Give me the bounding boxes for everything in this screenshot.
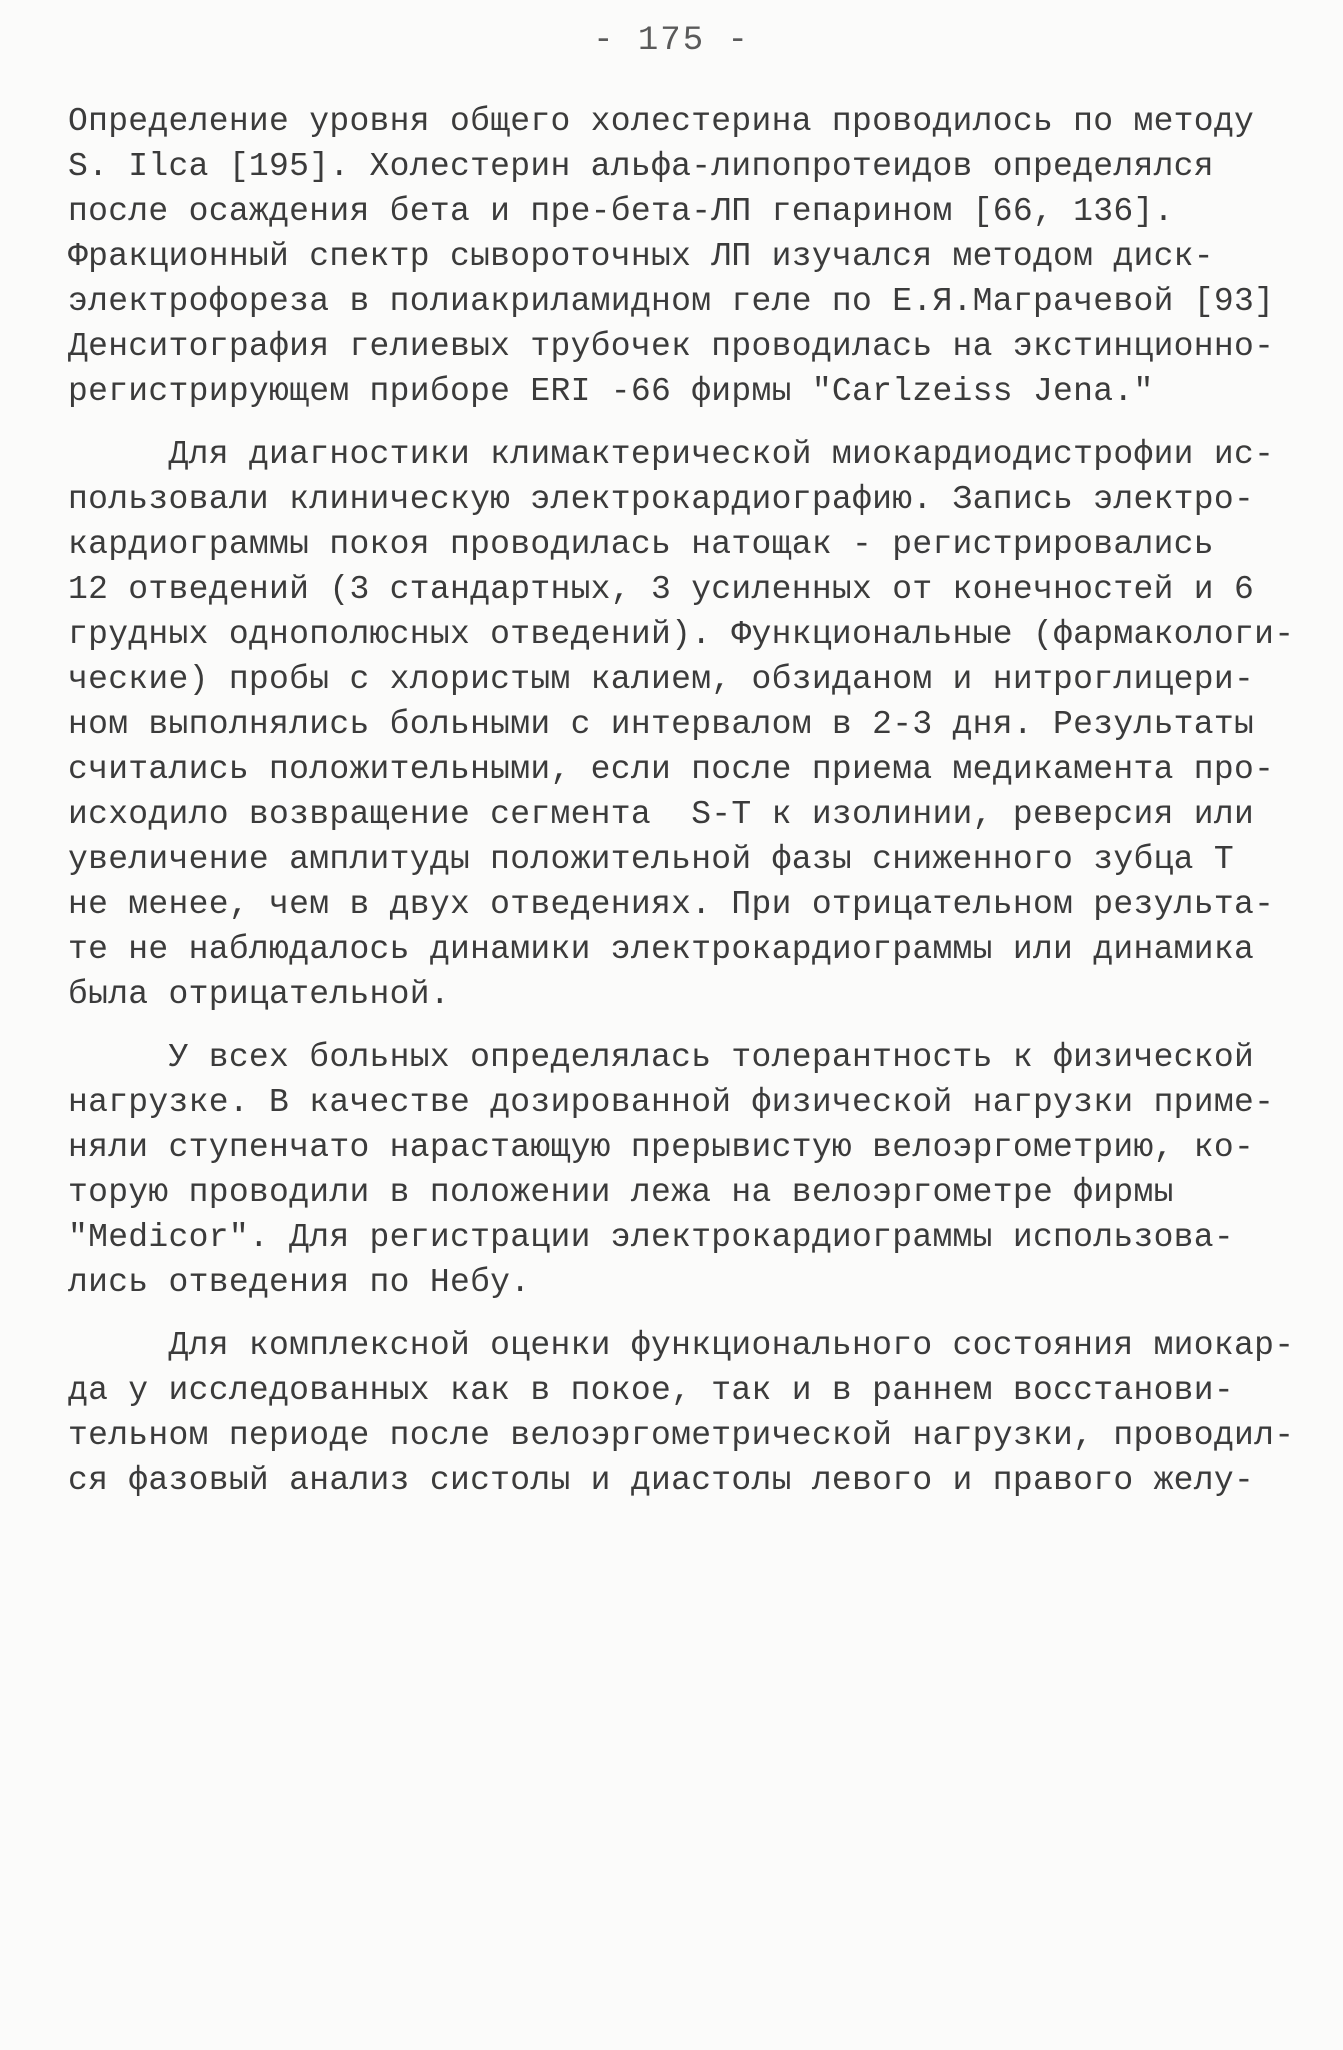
text-line: ном выполнялись больными с интервалом в 2-3 дня. Результаты bbox=[68, 706, 1255, 743]
text-line: те не наблюдалось динамики электрокардиограммы или динамика bbox=[68, 931, 1255, 968]
page-number: - 175 - bbox=[593, 22, 750, 60]
text-line: после осаждения бета и пре-бета-ЛП гепарином [66, 136]. bbox=[68, 193, 1174, 230]
text-line: нагрузке. В качестве дозированной физической нагрузки приме- bbox=[68, 1084, 1275, 1121]
paragraph-first-line: У всех больных определялась толерантность к физической bbox=[68, 1039, 1255, 1076]
text-line: Определение уровня общего холестерина проводилось по методу bbox=[68, 103, 1255, 140]
text-line: Фракционный спектр сывороточных ЛП изучался методом диск- bbox=[68, 238, 1214, 275]
text-line: ческие) пробы с хлористым калием, обзиданом и нитроглицери- bbox=[68, 661, 1255, 698]
text-line: торую проводили в положении лежа на велоэргометре фирмы bbox=[68, 1174, 1174, 1211]
text-line: кардиограммы покоя проводилась натощак - регистрировались bbox=[68, 526, 1214, 563]
text-line: "Medicor". Для регистрации электрокардиограммы использова- bbox=[68, 1219, 1234, 1256]
text-line: исходило возвращение сегмента S-T к изолинии, реверсия или bbox=[68, 796, 1255, 833]
text-line: не менее, чем в двух отведениях. При отрицательном результа- bbox=[68, 886, 1275, 923]
paragraph-first-line: Для диагностики климактерической миокардиодистрофии ис- bbox=[68, 436, 1275, 473]
text-line: няли ступенчато нарастающую прерывистую велоэргометрию, ко- bbox=[68, 1129, 1255, 1166]
text-line: тельном периоде после велоэргометрической нагрузки, проводил- bbox=[68, 1417, 1295, 1454]
text-line: S. Ilca [195]. Холестерин альфа-липопротеидов определялся bbox=[68, 148, 1214, 185]
text-line: регистрирующем приборе ERI -66 фирмы "Carlzeiss Jena." bbox=[68, 373, 1154, 410]
text-line: ся фазовый анализ систолы и диастолы левого и правого желу- bbox=[68, 1462, 1255, 1499]
text-line: грудных однополюсных отведений). Функциональные (фармакологи- bbox=[68, 616, 1295, 653]
text-line: была отрицательной. bbox=[68, 976, 450, 1013]
text-line: увеличение амплитуды положительной фазы сниженного зубца Т bbox=[68, 841, 1234, 878]
text-line: считались положительными, если после приема медикамента про- bbox=[68, 751, 1275, 788]
text-line: 12 отведений (3 стандартных, 3 усиленных от конечностей и 6 bbox=[68, 571, 1255, 608]
text-line: лись отведения по Небу. bbox=[68, 1264, 531, 1301]
text-line: Денситография гелиевых трубочек проводилась на экстинционно- bbox=[68, 328, 1275, 365]
text-line: да у исследованных как в покое, так и в раннем восстанови- bbox=[68, 1372, 1234, 1409]
text-line: пользовали клиническую электрокардиографию. Запись электро- bbox=[68, 481, 1255, 518]
text-line: электрофореза в полиакриламидном геле по Е.Я.Маграчевой [93] bbox=[68, 283, 1275, 320]
paragraph-first-line: Для комплексной оценки функционального состояния миокар- bbox=[68, 1327, 1295, 1364]
